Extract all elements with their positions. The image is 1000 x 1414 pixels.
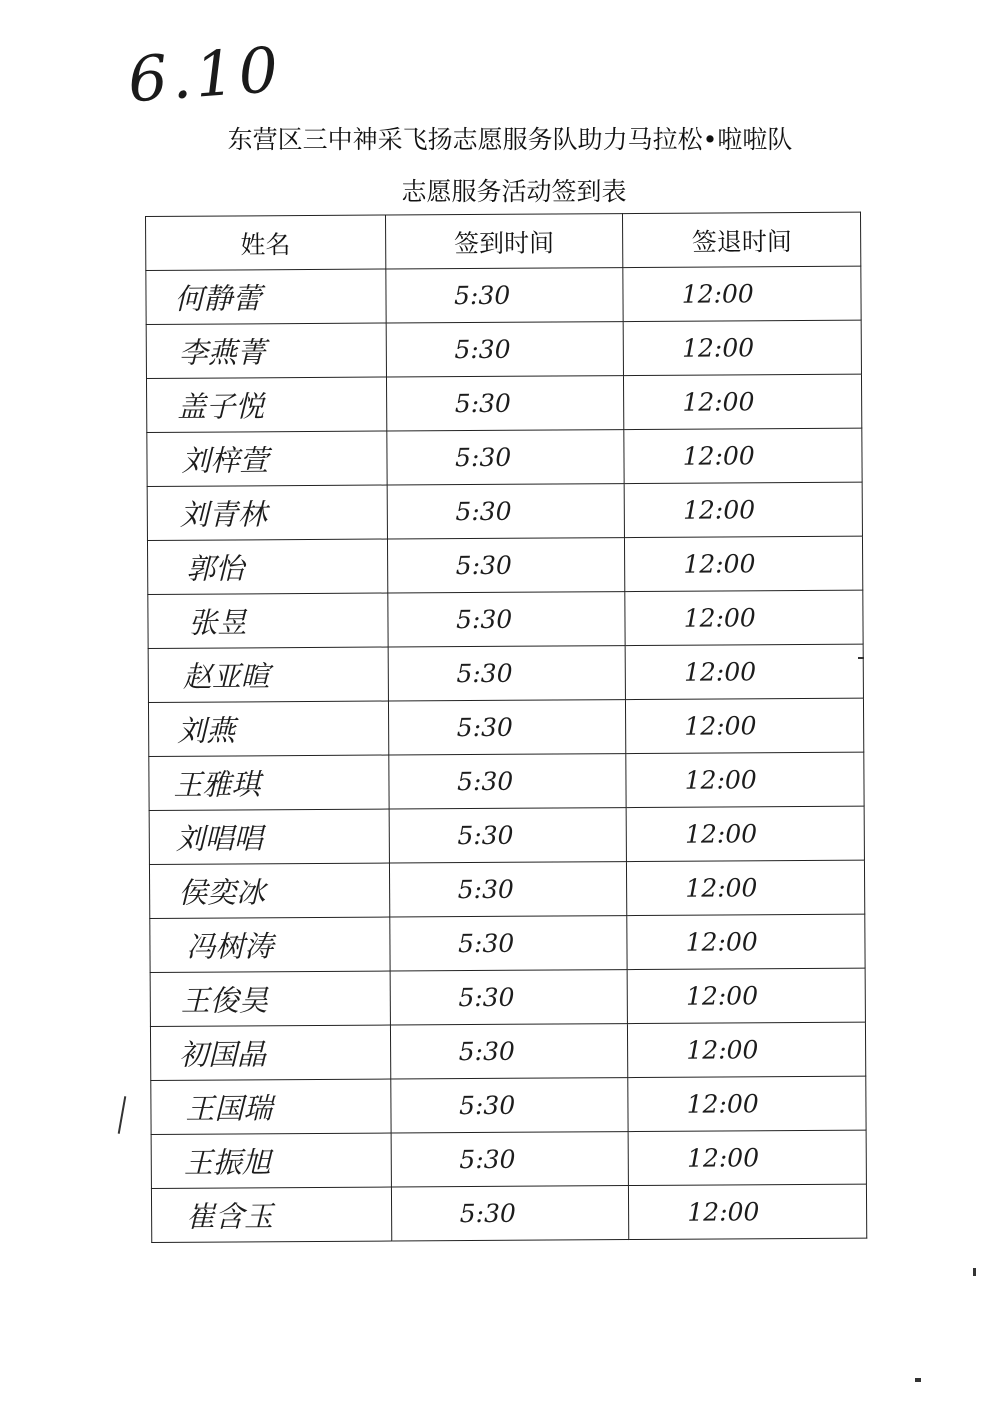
table-cell: [627, 914, 865, 969]
table-cell: [146, 323, 386, 378]
volunteer-name: 赵亚暄: [182, 659, 270, 694]
table-cell: [625, 644, 863, 699]
table-cell: [389, 862, 627, 917]
sign-out-time: 12:00: [685, 927, 758, 957]
table-cell: [627, 860, 865, 915]
sheet-subtitle: 志愿服务活动签到表: [401, 177, 627, 206]
volunteer-name: 王俊昊: [180, 983, 268, 1018]
table-cell: [629, 1184, 867, 1239]
table-row: [151, 1076, 866, 1134]
table-cell: [148, 593, 388, 648]
table-cell: [386, 376, 624, 431]
table-cell: [387, 592, 625, 647]
table-cell: [148, 701, 388, 756]
table-cell: [386, 430, 624, 485]
sign-out-time: 12:00: [683, 603, 756, 633]
table-cell: [625, 536, 863, 591]
sign-in-time: 5:30: [458, 1090, 516, 1121]
sign-in-time: 5:30: [455, 442, 512, 473]
sign-out-time: 12:00: [682, 495, 756, 525]
sign-in-time: 5:30: [455, 604, 513, 635]
table-cell: [625, 590, 863, 645]
table-cell: [151, 1079, 391, 1134]
table-cell: [389, 916, 627, 971]
table-cell: [391, 1186, 629, 1241]
table-row: [147, 428, 862, 486]
sign-out-time: 12:00: [684, 711, 757, 741]
sign-in-time: 5:30: [455, 550, 512, 581]
scan-speck: [915, 1378, 921, 1382]
sign-out-time: 12:00: [682, 441, 755, 471]
sign-in-time: 5:30: [458, 1036, 515, 1067]
table-cell: [385, 268, 623, 323]
volunteer-name: 何静蕾: [174, 281, 262, 316]
volunteer-name: 崔含玉: [186, 1199, 274, 1234]
table-cell: [626, 752, 864, 807]
sign-out-time: 12:00: [683, 549, 756, 579]
table-cell: [624, 482, 862, 537]
table-cell: [390, 1024, 628, 1079]
sign-in-time: 5:30: [456, 658, 513, 689]
table-row: [149, 806, 864, 864]
table-row: [148, 698, 863, 756]
sign-in-time: 5:30: [457, 928, 515, 959]
volunteer-name: 王雅琪: [173, 767, 261, 802]
table-cell: [391, 1132, 629, 1187]
volunteer-name: 刘燕: [177, 713, 236, 748]
table-cell: [628, 1076, 866, 1131]
table-cell: [146, 377, 386, 432]
table-cell: [388, 754, 626, 809]
volunteer-name: 刘梓萱: [181, 443, 269, 478]
handwritten-date: 6.10: [125, 32, 285, 117]
table-cell: [388, 700, 626, 755]
scan-speck: [973, 1268, 976, 1276]
sign-in-time: 5:30: [454, 388, 511, 419]
table-cell: [149, 755, 389, 810]
sign-out-time: 12:00: [681, 279, 754, 309]
table-row: [148, 590, 863, 648]
table-cell: [149, 809, 389, 864]
table-cell: [387, 484, 625, 539]
sign-out-time: 12:00: [681, 333, 755, 363]
table-cell: [150, 971, 390, 1026]
header-name: 姓名: [146, 215, 386, 270]
table-cell: [623, 266, 861, 321]
table-cell: [628, 1022, 866, 1077]
table-row: [149, 752, 864, 810]
table-cell: [151, 1187, 391, 1242]
sign-in-time: 5:30: [454, 334, 511, 365]
sign-in-time: 5:30: [454, 280, 511, 311]
table-row: [149, 860, 864, 918]
table-cell: [386, 322, 624, 377]
table-cell: [627, 968, 865, 1023]
table-row: [146, 320, 861, 378]
table-cell: [147, 431, 387, 486]
sign-out-time: 12:00: [686, 1035, 759, 1065]
volunteer-name: 刘青林: [179, 497, 267, 532]
sign-in-time: 5:30: [458, 982, 515, 1013]
volunteer-name: 冯树涛: [186, 929, 274, 964]
table-row: [146, 374, 861, 432]
sign-out-time: 12:00: [686, 1143, 760, 1173]
sign-out-time: 12:00: [682, 387, 755, 417]
table-cell: [390, 1078, 628, 1133]
table-row: [150, 914, 865, 972]
volunteer-name: 王国瑞: [185, 1091, 273, 1126]
table-row: [151, 1184, 866, 1242]
table-row: [147, 482, 862, 540]
header-sign-out-time: 签退时间: [623, 212, 861, 267]
table-cell: [390, 970, 628, 1025]
table-cell: [146, 269, 386, 324]
table-cell: [626, 806, 864, 861]
table-cell: [147, 539, 387, 594]
table-cell: [624, 374, 862, 429]
sign-in-time: 5:30: [456, 766, 514, 797]
table-cell: [624, 428, 862, 483]
volunteer-name: 张昱: [188, 605, 247, 640]
table-cell: [151, 1133, 391, 1188]
sheet-title: 东营区三中神采飞扬志愿服务队助力马拉松•啦啦队: [227, 125, 793, 154]
table-cell: [623, 320, 861, 375]
table-row: [148, 644, 863, 702]
sign-out-time: 12:00: [684, 819, 758, 849]
header-sign-in-time: 签到时间: [385, 214, 623, 269]
table-row: [151, 1130, 866, 1188]
sign-in-time: 5:30: [456, 712, 513, 743]
scan-speck: [118, 1096, 127, 1134]
sign-out-time: 12:00: [684, 765, 757, 795]
volunteer-name: 初国晶: [179, 1037, 267, 1072]
sign-in-time: 5:30: [457, 874, 514, 905]
table-cell: [389, 808, 627, 863]
table-cell: [147, 485, 387, 540]
table-cell: [148, 647, 388, 702]
volunteer-name: 王振旭: [183, 1145, 271, 1180]
sign-in-time: 5:30: [455, 496, 512, 527]
volunteer-name: 郭怡: [186, 551, 245, 586]
volunteer-name: 侯奕冰: [178, 875, 266, 910]
sign-out-time: 12:00: [687, 1197, 760, 1227]
sign-out-time: 12:00: [686, 1089, 759, 1119]
sign-in-time: 5:30: [457, 820, 514, 851]
sign-out-time: 12:00: [683, 657, 757, 687]
scan-speck: [858, 657, 864, 659]
table-cell: [387, 538, 625, 593]
volunteer-name: 李燕菁: [178, 335, 266, 370]
volunteer-name: 刘唱唱: [175, 821, 263, 856]
table-cell: [150, 917, 390, 972]
table-cell: [388, 646, 626, 701]
table-cell: [626, 698, 864, 753]
table-row: [146, 266, 861, 324]
sign-in-time: 5:30: [459, 1198, 516, 1229]
volunteer-name: 盖子悦: [177, 389, 265, 424]
sign-out-time: 12:00: [685, 981, 759, 1011]
table-cell: [150, 1025, 390, 1080]
table-row: [147, 536, 862, 594]
table-cell: [149, 863, 389, 918]
table-header-row: [146, 212, 861, 270]
table-row: [150, 1022, 865, 1080]
sign-in-time: 5:30: [459, 1144, 516, 1175]
table-cell: [628, 1130, 866, 1185]
table-row: [150, 968, 865, 1026]
sign-in-table: [145, 212, 867, 1243]
sign-out-time: 12:00: [685, 873, 758, 903]
